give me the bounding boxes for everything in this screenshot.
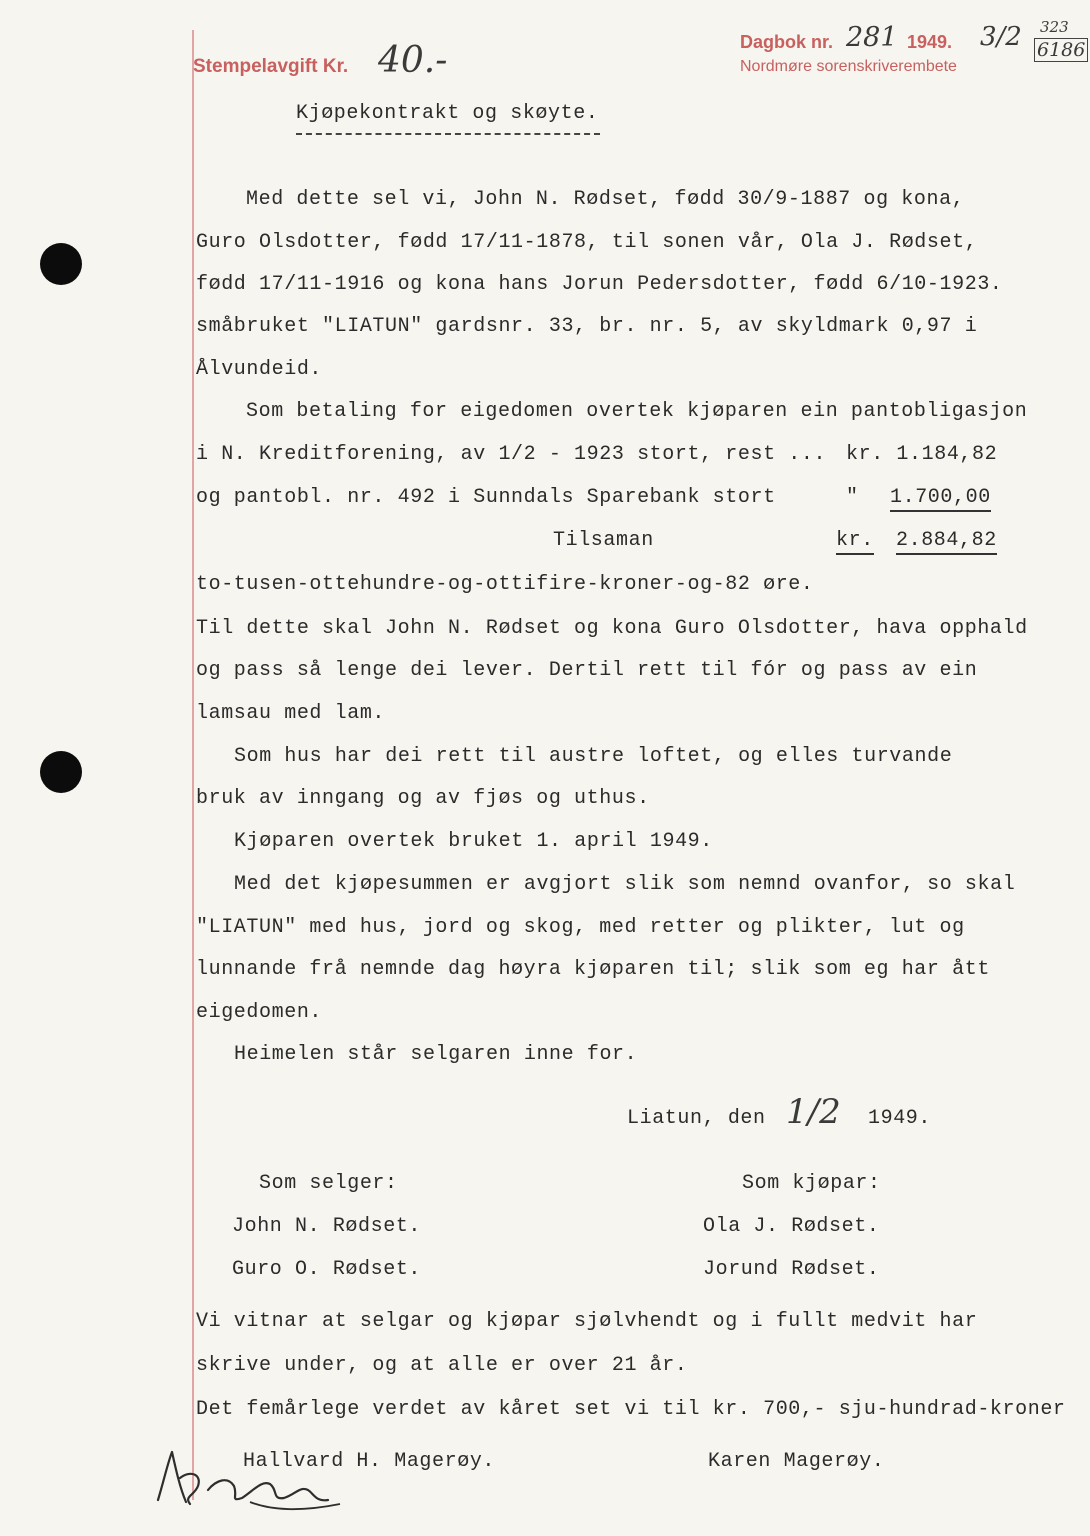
text-line: Med dette sel vi, John N. Rødset, fødd 30/9-1887 og kona, <box>246 188 965 211</box>
text-line: Som hus har dei rett til austre loftet, og elles turvande <box>234 745 953 768</box>
text-line: Som betaling for eigedomen overtek kjøparen ein pantobligasjon <box>246 400 1028 423</box>
dagbok-number: 281 <box>846 22 898 53</box>
text-line: småbruket "LIATUN" gardsnr. 33, br. nr. 5, av skyldmark 0,97 i <box>196 315 978 338</box>
title-underline <box>296 133 600 135</box>
buyer-name: Ola J. Rødset. <box>703 1215 880 1238</box>
dagbok-date: 3/2 <box>980 22 1022 52</box>
buyer-name: Jorund Rødset. <box>703 1258 880 1281</box>
text-line: lamsau med lam. <box>196 702 386 725</box>
amount-2-prefix: " <box>846 486 859 509</box>
dagbok-year: 1949. <box>907 32 953 52</box>
dateline-year: 1949. <box>868 1107 932 1130</box>
stamp-fee-label: Stempelavgift Kr. <box>193 56 349 77</box>
text-line: bruk av inngang og av fjøs og uthus. <box>196 787 650 810</box>
text-line: Vi vitnar at selgar og kjøpar sjølvhendt og i fullt medvit har <box>196 1310 978 1333</box>
amount-1: kr. 1.184,82 <box>846 443 998 466</box>
total-amount: 2.884,82 <box>896 529 997 555</box>
seller-name: John N. Rødset. <box>232 1215 422 1238</box>
text-line: og pantobl. nr. 492 i Sunndals Sparebank stort <box>196 486 776 509</box>
page-ref-small: 323 <box>1040 18 1069 36</box>
margin-line <box>192 30 194 1500</box>
amount-2: 1.700,00 <box>890 486 991 512</box>
text-line: fødd 17/11-1916 og kona hans Jorun Pedersdotter, fødd 6/10-1923. <box>196 273 1003 296</box>
dagbok-label: Dagbok nr. <box>740 32 834 52</box>
stamp-fee-value: 40.- <box>378 40 448 81</box>
witness-name: Hallvard H. Magerøy. <box>243 1450 496 1473</box>
text-line: Med det kjøpesummen er avgjort slik som nemnd ovanfor, so skal <box>234 873 1016 896</box>
text-line: "LIATUN" med hus, jord og skog, med retter og plikter, lut og <box>196 916 965 939</box>
text-line: og pass så lenge dei lever. Dertil rett til fór og pass av ein <box>196 659 978 682</box>
text-line: Til dette skal John N. Rødset og kona Guro Olsdotter, hava opphald <box>196 617 1028 640</box>
text-line: Ålvundeid. <box>196 358 323 381</box>
punch-hole <box>40 243 82 285</box>
dateline-date: 1/2 <box>786 1092 841 1132</box>
witness-name: Karen Magerøy. <box>708 1450 885 1473</box>
text-line: skrive under, og at alle er over 21 år. <box>196 1354 688 1377</box>
dateline-place: Liatun, den <box>627 1107 766 1130</box>
text-line: Det femårlege verdet av kåret set vi til kr. 700,- sju-hundrad-kroner <box>196 1398 1066 1421</box>
seller-name: Guro O. Rødset. <box>232 1258 422 1281</box>
handwritten-signature <box>150 1440 350 1520</box>
text-line: Heimelen står selgaren inne for. <box>234 1043 638 1066</box>
document-title: Kjøpekontrakt og skøyte. <box>296 102 599 125</box>
office-name: Nordmøre sorenskriverembete <box>740 58 957 75</box>
page-ref: 6186 <box>1034 38 1088 62</box>
buyer-label: Som kjøpar: <box>742 1172 881 1195</box>
text-line: eigedomen. <box>196 1001 323 1024</box>
amount-in-words: to-tusen-ottehundre-og-ottifire-kroner-og-82 øre. <box>196 573 814 596</box>
punch-hole <box>40 751 82 793</box>
text-line: Guro Olsdotter, fødd 17/11-1878, til sonen vår, Ola J. Rødset, <box>196 231 978 254</box>
text-line: lunnande frå nemnde dag høyra kjøparen til; slik som eg har ått <box>196 958 990 981</box>
total-prefix: kr. <box>836 529 874 555</box>
text-line: Kjøparen overtek bruket 1. april 1949. <box>234 830 713 853</box>
text-line: i N. Kreditforening, av 1/2 - 1923 stort, rest ... <box>196 443 827 466</box>
seller-label: Som selger: <box>259 1172 398 1195</box>
total-label: Tilsaman <box>553 529 654 552</box>
